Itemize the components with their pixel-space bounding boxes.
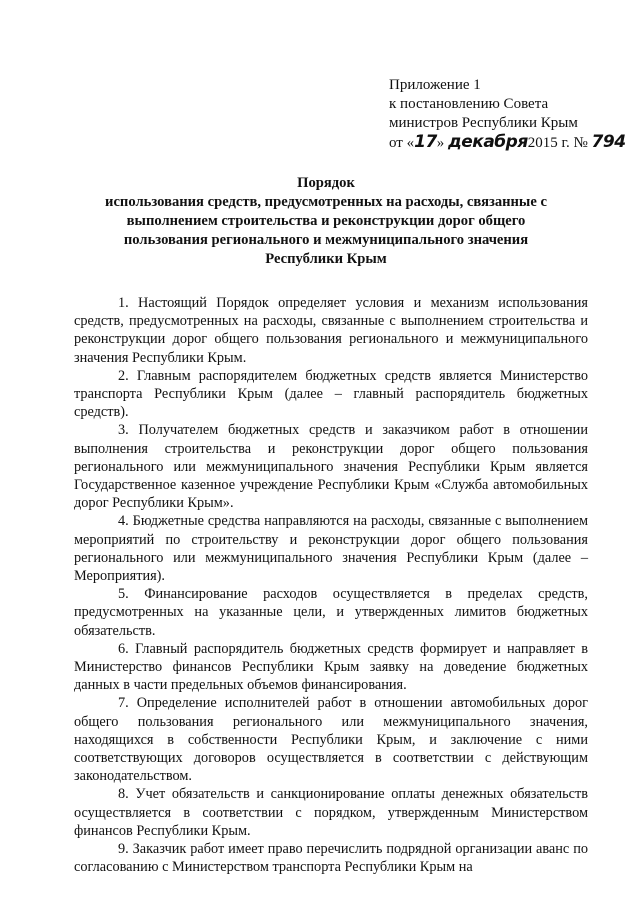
appendix-date-line xyxy=(389,132,626,153)
date-year: 2015 г. № xyxy=(527,135,588,151)
paragraph-5: 5. Финансирование расходов осуществляется в пределах средств, предусмотренных на указанные цели, и утвержденных лимитов бюджетных обязательств. xyxy=(74,586,588,639)
paragraph-9: 9. Заказчик работ имеет право перечислить подрядной организации аванс по согласованию с Министерством транспорта Республики Крым на xyxy=(74,841,588,876)
title-line-3: выполнением строительства и реконструкции дорог общего xyxy=(126,213,526,229)
date-quote: » xyxy=(436,135,445,151)
paragraph-7: 7. Определение исполнителей работ в отношении автомобильных дорог общего пользования регионального или межмуниципального значения, находящихся в собственности Республики Крым, и заключение с ними соответствующих договоров осуществляется в соответствии с действующим законодательством. xyxy=(74,695,588,785)
title-line-4: пользования регионального и межмуниципального значения xyxy=(123,232,529,248)
resolution-number-handwritten: 794 xyxy=(591,132,626,152)
date-prefix: от « xyxy=(389,135,415,151)
appendix-number: Приложение 1 xyxy=(389,77,481,93)
paragraph-8: 8. Учет обязательств и санкционирование оплаты денежных обязательств осуществляется в соответствии с порядком, утвержденным Министерством финансов Республики Крым. xyxy=(74,786,588,839)
paragraph-1: 1. Настоящий Порядок определяет условия и механизм использования средств, предусмотренных на расходы, связанные с выполнением строительства и реконструкции дорог общего пользования регионального и межмуниципального значения Республики Крым. xyxy=(74,295,588,366)
title-line-2: использования средств, предусмотренных на расходы, связанные с xyxy=(105,194,547,210)
document-body xyxy=(74,294,588,877)
appendix-header xyxy=(389,76,626,153)
paragraph-4: 4. Бюджетные средства направляются на расходы, связанные с выполнением мероприятий по строительству и реконструкции дорог общего пользования регионального или межмуниципального значения Республики Крым (далее – Мероприятия). xyxy=(74,513,588,585)
title-line-1: Порядок xyxy=(297,175,355,191)
appendix-resolution: к постановлению Совета xyxy=(389,96,549,112)
appendix-council: министров Республики Крым xyxy=(389,115,578,131)
date-day-handwritten: 17 xyxy=(414,132,437,152)
document-title xyxy=(70,174,582,269)
paragraph-3: 3. Получателем бюджетных средств и заказчиком работ в отношении выполнения строительства и реконструкции дорог общего пользования регионального или межмуниципального значения Республики Крым является Государственное казенное учреждение Республики Крым «Служба автомобильных дорог Республики Крым». xyxy=(74,422,588,512)
paragraph-6: 6. Главный распорядитель бюджетных средств формирует и направляет в Министерство финансов Республики Крым заявку на доведение бюджетных данных в части предельных объемов финансирования. xyxy=(74,640,588,694)
paragraph-2: 2. Главным распорядителем бюджетных средств является Министерство транспорта Республики Крым (далее – главный распорядитель бюджетных средств). xyxy=(74,367,588,421)
date-month-handwritten: декабря xyxy=(448,132,528,152)
title-line-5: Республики Крым xyxy=(265,251,387,267)
